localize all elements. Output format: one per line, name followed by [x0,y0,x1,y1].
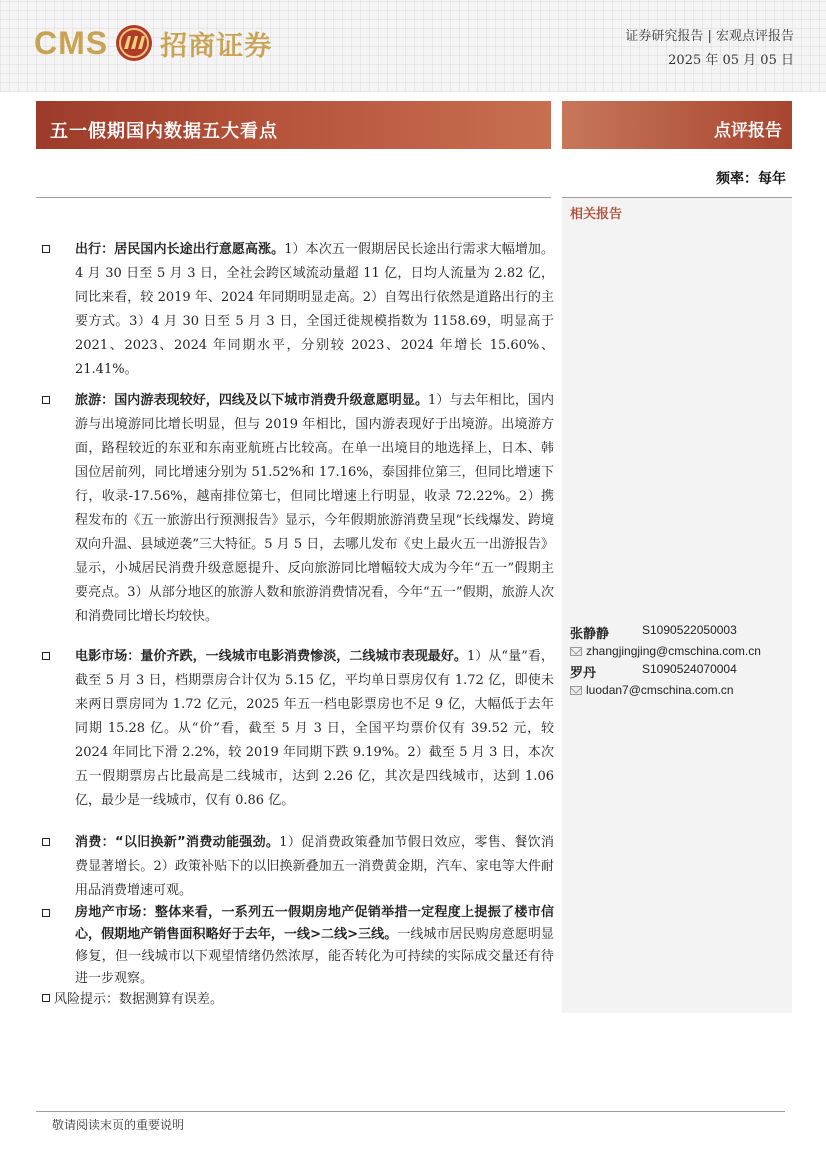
bullet-checkbox-icon [42,909,50,917]
footer-note: 敬请阅读末页的重要说明 [52,1118,185,1132]
related-reports-heading: 相关报告 [570,207,623,222]
bullet-text: 1）本次五一假期居民长途出行需求大幅增加。4 月 30 日至 5 月 3 日，全社会跨区域流动量超 11 亿，日均人流量为 2.82 亿，同比来看，较 2019 年、2024 年同期明显走高。2）自驾出行依然是道路出行的主要方式。3）4 月 30 日至 5 月 3 日，全国迁徙规模指数为 1158.69，明显高于 2021、2023、2024 年同期水平，分别较 2023、2024 年增长 15.60%、21.41%。 [75,242,554,377]
report-title: 五一假期国内数据五大看点 [36,101,551,149]
analyst-license: S1090522050003 [642,623,737,637]
bullet-lead: 出行：居民国内长途出行意愿高涨。 [75,242,285,257]
bullet-text: 一线城市居民购房意愿明显修复，但一线城市以下观望情绪仍然浓厚，能否转化为可持续的实际成交量还有待进一步观察。 [75,927,554,986]
bullet-text: 1）与去年相比，国内游与出境游同比增长明显，但与 2019 年相比，国内游表现好于出境游。出境游方面，路程较近的东亚和东南亚航班占比较高。在单一出境目的地选择上，日本、韩国位居前列，同比增速分别为 51.52%和 17.16%，泰国排位第三，但同比增速下行，收录-17.56%，越南排位第七，但同比增速上行明显，收录 72.22%。2）携程发布的《五一旅游出行预测报告》显示，今年假期旅游消费呈现“长线爆发、跨境双向升温、县域逆袭”三大特征。5 月 5 日，去哪儿发布《史上最火五一出游报告》显示，小城居民消费升级意愿提升、反向旅游同比增幅较大成为今年“五一”假期主要亮点。3）从部分地区的旅游人数和旅游消费情况看，今年“五一”假期，旅游人次和消费同比增长均较快。 [75,393,554,624]
bullet-checkbox-icon [42,652,50,660]
header-band [0,0,826,92]
bullet-lead: 旅游：国内游表现较好，四线及以下城市消费升级意愿明显。 [75,393,429,408]
logo-cn-text: 招商证券 [160,30,273,62]
bullet-movie [42,645,554,813]
bullet-checkbox-icon [42,245,50,253]
report-type: 点评报告 [562,101,792,149]
sidebar [562,198,792,1013]
divider-left [36,197,551,198]
risk-text: 风险提示：数据测算有误差。 [54,992,224,1007]
bullet-checkbox-icon [42,838,50,846]
logo-cms-text: CMS [34,24,109,61]
report-date: 2025 年 05 月 05 日 [668,53,794,68]
bullet-real-estate [42,902,554,990]
analyst-name: 张静静 [570,627,610,642]
analyst-email-text[interactable]: zhangjingjing@cmschina.com.cn [586,644,761,658]
bullet-travel [42,238,554,382]
analyst-email-text[interactable]: luodan7@cmschina.com.cn [586,683,734,697]
bullet-lead: 消费：“以旧换新”消费动能强劲。 [75,835,280,850]
header-meta [625,25,794,73]
bullet-text: 1）促消费政策叠加节假日效应，零售、餐饮消费显著增长。2）政策补贴下的以旧换新叠加五一消费黄金期，汽车、家电等大件耐用品消费增速可观。 [75,835,554,898]
bullet-checkbox-icon [42,396,50,404]
risk-warning [42,988,223,1007]
bullet-text: 1）从“量”看，截至 5 月 3 日，档期票房合计仅为 5.15 亿，平均单日票房仅有 1.72 亿，即使未来两日票房同为 1.72 亿元，2025 年五一档电影票房也不足 9 亿，大幅低于去年同期 15.28 亿。从“价”看，截至 5 月 3 日，全国平均票价仅有 39.52 元，较 2024 年同比下滑 2.2%，较 2019 年同期下跌 9.19%。2）截至 5 月 3 日，本次五一假期票房占比最高是二线城市，达到 2.26 亿，其次是四线城市，达到 1.06 亿，最少是一线城市，仅有 0.86 亿。 [75,649,554,808]
email-icon [570,686,582,695]
email-icon [570,647,582,656]
logo-emblem-icon [114,23,154,63]
bullet-checkbox-icon [42,994,50,1002]
company-logo [34,18,272,68]
frequency-label: 频率：每年 [716,171,786,187]
analyst-email[interactable] [570,644,761,658]
bullet-consumption [42,831,554,903]
analyst-license: S1090524070004 [642,662,737,676]
bullet-tourism [42,389,554,629]
analyst-email[interactable] [570,683,734,697]
report-category: 证券研究报告 | 宏观点评报告 [625,29,794,44]
bullet-lead: 房地产市场：整体来看，一系列五一假期房地产促销举措一定程度上提振了楼市信心，假期地产销售面积略好于去年，一线>二线>三线。 [75,905,554,942]
footer-divider [36,1111,785,1112]
bullet-lead: 电影市场：量价齐跌，一线城市电影消费惨淡，二线城市表现最好。 [75,649,467,664]
analyst-name: 罗丹 [570,666,597,681]
